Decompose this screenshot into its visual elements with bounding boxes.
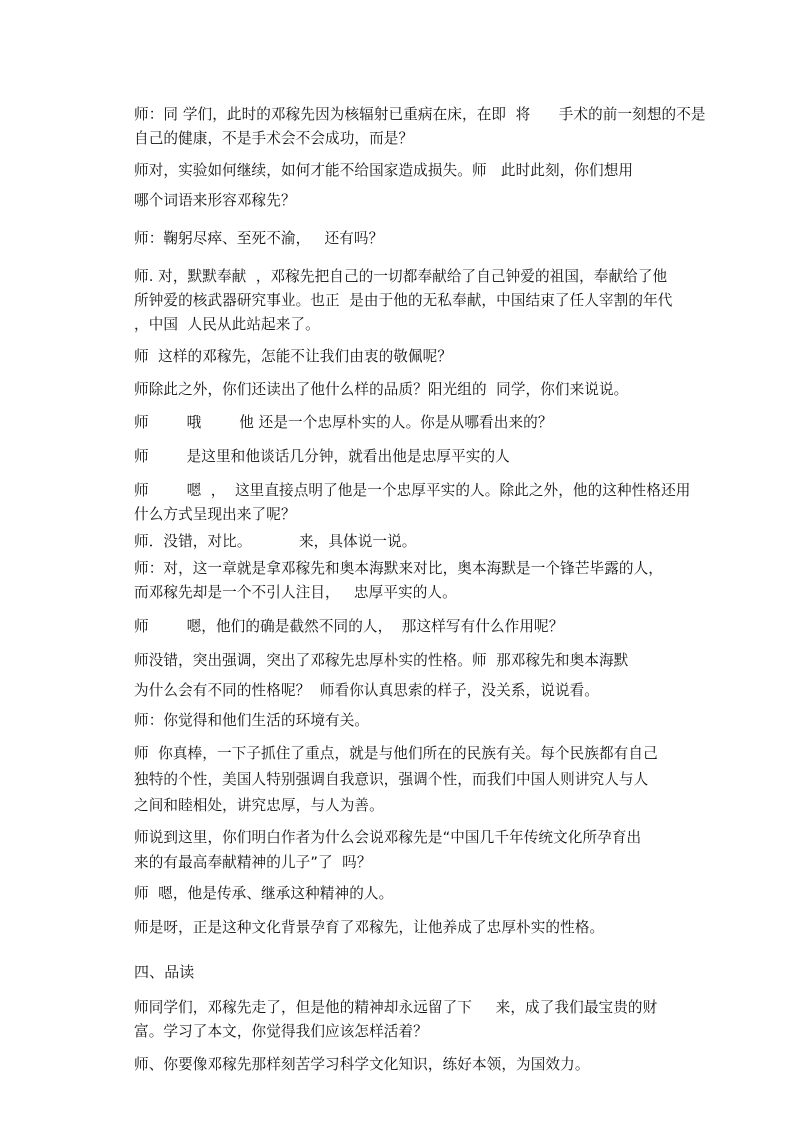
text-line: 师 哦 他 还是一个忠厚朴实的人。你是从哪看出来的？ — [134, 414, 553, 431]
text-line: 师．没错，对比。 来，具体说一说。 — [134, 533, 417, 550]
text-line: 而邓稼先却是一个不引人注目， 忠厚平实的人。 — [134, 584, 457, 601]
text-line: 师：对，这一章就是拿邓稼先和奥本海默来对比，奥本海默是一个锋芒毕露的人， — [134, 560, 663, 577]
text-line: 师 你真棒，一下子抓住了重点，就是与他们所在的民族有关。每个民族都有自己 — [134, 745, 658, 762]
text-line: 来的有最高奉献精神的儿子”了 吗？ — [134, 854, 372, 871]
text-line: 师 嗯，他是传承、继承这种精神的人。 — [134, 885, 394, 902]
text-line: 什么方式呈现出来了呢？ — [134, 506, 296, 523]
text-line: 师：同 学们，此时的邓稼先因为核辐射已重病在床，在即 将 手术的前一刻想的不是 — [134, 106, 706, 123]
text-line: 师说到这里，你们明白作者为什么会说邓稼先是“中国几千年传统文化所孕育出 — [134, 829, 642, 846]
text-line: 富。学习了本文，你觉得我们应该怎样活着？ — [134, 1023, 428, 1040]
text-line: 师：你觉得和他们生活的环境有关。 — [134, 712, 370, 729]
text-line: 之间和睦相处，讲究忠厚，与人为善。 — [134, 797, 384, 814]
text-line: 师、你要像邓稼先那样刻苦学习科学文化知识，练好本领，为国效力。 — [134, 1056, 590, 1073]
text-line: ，中国 人民从此站起来了。 — [134, 316, 320, 333]
text-line: 师对，实验如何继续，如何才能不给国家造成损失。师 此时此刻，你们想用 — [134, 162, 634, 179]
text-line: 师 嗯 ， 这里直接点明了他是一个忠厚平实的人。除此之外，他的这种性格还用 — [134, 482, 691, 499]
text-line: 师：鞠躬尽瘁、至死不渝， 还有吗？ — [134, 230, 384, 247]
text-line: 师 嗯，他们的确是截然不同的人， 那这样写有什么作用呢？ — [134, 618, 564, 635]
text-line: 师 是这里和他谈话几分钟，就看出他是忠厚平实的人 — [134, 448, 510, 465]
text-line: 哪个词语来形容邓稼先？ — [134, 192, 296, 209]
text-line: 师是呀，正是这种文化背景孕育了邓稼先，让他养成了忠厚朴实的性格。 — [134, 919, 605, 936]
text-line: 独特的个性，美国人特别强调自我意识，强调个性，而我们中国人则讲究人与人 — [134, 771, 649, 788]
text-line: 为什么会有不同的性格呢？ 师看你认真思索的样子，没关系，说说看。 — [134, 682, 599, 699]
text-line: 师同学们，邓稼先走了，但是他的精神却永远留了下 来，成了我们最宝贵的财 — [134, 999, 658, 1016]
text-line: 师除此之外，你们还读出了他什么样的品质？阳光组的 同学，你们来说说。 — [134, 381, 629, 398]
text-line: 所钟爱的核武器研究事业。也正 是由于他的无私奉献，中国结束了任人宰割的年代 — [134, 292, 673, 309]
section-heading: 四、品读 — [134, 963, 195, 981]
text-line: 自己的健康，不是手术会不会成功，而是？ — [134, 130, 414, 147]
text-line: 师 这样的邓稼先，怎能不让我们由衷的敬佩呢？ — [134, 348, 453, 365]
text-line: 师. 对，默默奉献 ，邓稼先把自己的一切都奉献给了自己钟爱的祖国，奉献给了他 — [134, 268, 668, 285]
text-line: 师没错，突出强调，突出了邓稼先忠厚朴实的性格。师 那邓稼先和奥本海默 — [134, 652, 629, 669]
